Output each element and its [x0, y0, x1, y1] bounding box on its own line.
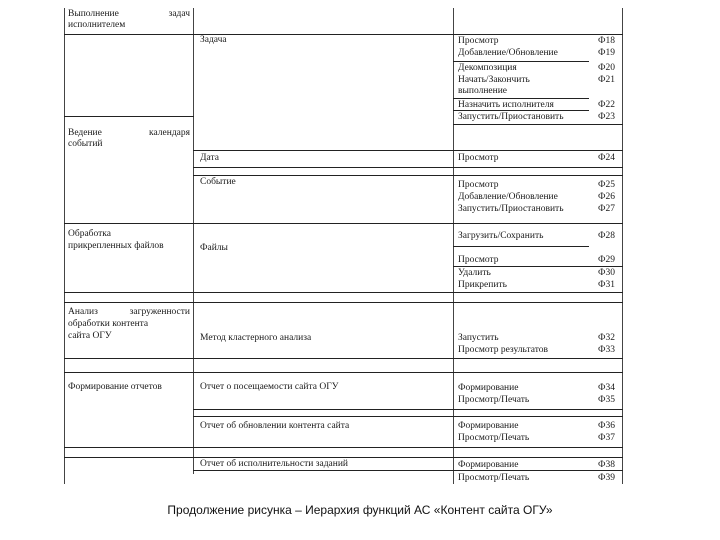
- function-label: Просмотр/Печать: [458, 433, 530, 443]
- row-rule: [193, 447, 454, 448]
- row-rule: [64, 34, 194, 35]
- function-code: Ф31: [598, 280, 616, 290]
- column-divider-groups: [193, 8, 194, 474]
- row-rule: [193, 302, 454, 303]
- group-name-line: прикрепленных файлов: [68, 241, 164, 251]
- row-rule: [64, 223, 194, 224]
- function-code: Ф35: [598, 395, 616, 405]
- row-rule: [453, 167, 623, 168]
- function-label: Просмотр: [458, 153, 499, 163]
- object-name: Событие: [200, 177, 236, 187]
- row-rule: [64, 447, 194, 448]
- row-rule: [193, 470, 454, 471]
- row-rule: [453, 372, 623, 373]
- row-rule: [453, 457, 623, 458]
- function-code: Ф23: [598, 112, 616, 122]
- function-label: Формирование: [458, 383, 519, 393]
- row-rule: [453, 124, 623, 125]
- row-rule: [193, 292, 454, 293]
- object-name: Метод кластерного анализа: [200, 333, 312, 343]
- group-name-line: сайта ОГУ: [68, 331, 112, 341]
- object-name: Отчет об исполнительности заданий: [200, 459, 349, 469]
- function-code: Ф29: [598, 255, 616, 265]
- group-name-word: Анализ: [68, 307, 98, 317]
- row-rule: [193, 167, 454, 168]
- object-name: Отчет об обновлении контента сайта: [200, 421, 350, 431]
- row-rule: [453, 447, 623, 448]
- function-code: Ф25: [598, 180, 616, 190]
- group-name-line: исполнителем: [68, 20, 126, 30]
- object-name: Отчет о посещаемости сайта ОГУ: [200, 382, 339, 392]
- row-rule: [453, 246, 589, 247]
- function-label: Добавление/Обновление: [458, 192, 558, 202]
- row-rule: [64, 372, 194, 373]
- function-label: Просмотр: [458, 255, 499, 265]
- group-name: [68, 307, 190, 318]
- group-name-line: событий: [68, 139, 103, 149]
- function-label: Начать/Закончить выполнение: [458, 75, 530, 96]
- row-rule: [453, 175, 623, 176]
- function-label: Назначить исполнителя: [458, 100, 554, 110]
- function-code: Ф32: [598, 333, 616, 343]
- function-label: Просмотр: [458, 180, 499, 190]
- group-name-line: Обработка: [68, 229, 111, 239]
- row-rule: [193, 175, 454, 176]
- row-rule: [453, 358, 623, 359]
- function-code: Ф21: [598, 75, 616, 85]
- function-label: Просмотр/Печать: [458, 395, 530, 405]
- row-rule: [193, 150, 454, 151]
- group-name: [68, 128, 190, 139]
- function-code: Ф34: [598, 383, 616, 393]
- row-rule: [193, 457, 454, 458]
- function-code: Ф18: [598, 36, 616, 46]
- group-name: [68, 9, 190, 20]
- row-rule: [453, 34, 623, 35]
- row-rule: [453, 292, 623, 293]
- function-label: Формирование: [458, 460, 519, 470]
- group-name-word: Выполнение: [68, 9, 119, 19]
- object-name: Задача: [200, 35, 227, 45]
- function-label: Декомпозиция: [458, 63, 517, 73]
- function-label: Добавление/Обновление: [458, 48, 558, 58]
- function-label: Удалить: [458, 268, 491, 278]
- row-rule: [193, 223, 454, 224]
- row-rule: [193, 34, 454, 35]
- function-label: Запустить/Приостановить: [458, 112, 564, 122]
- row-rule: [453, 266, 623, 267]
- function-code: Ф36: [598, 421, 616, 431]
- row-rule: [453, 416, 623, 417]
- row-rule: [453, 409, 623, 410]
- object-name: Файлы: [200, 243, 228, 253]
- table-left-border: [64, 8, 65, 484]
- group-name-word: календаря: [149, 128, 190, 138]
- function-label: Запустить: [458, 333, 499, 343]
- row-rule: [193, 416, 454, 417]
- group-name-word: задач: [168, 9, 190, 19]
- object-name: Дата: [200, 153, 219, 163]
- function-label: Просмотр: [458, 36, 499, 46]
- row-rule: [193, 372, 454, 373]
- function-code: Ф24: [598, 153, 616, 163]
- figure-caption: Продолжение рисунка – Иерархия функций АС «Контент сайта ОГУ»: [167, 503, 553, 517]
- row-rule: [64, 292, 194, 293]
- row-rule: [64, 457, 194, 458]
- row-rule: [453, 150, 623, 151]
- function-label: Просмотр результатов: [458, 345, 549, 355]
- row-rule: [64, 302, 194, 303]
- function-code: Ф27: [598, 204, 616, 214]
- function-label: Формирование: [458, 421, 519, 431]
- function-code: Ф38: [598, 460, 616, 470]
- group-name-line: обработки контента: [68, 319, 149, 329]
- function-code: Ф37: [598, 433, 616, 443]
- function-label: Прикрепить: [458, 280, 507, 290]
- row-rule: [453, 61, 589, 62]
- group-name-word: Ведение: [68, 128, 102, 138]
- row-rule: [453, 223, 623, 224]
- row-rule: [64, 358, 194, 359]
- group-name-line: Формирование отчетов: [68, 382, 162, 392]
- row-rule: [453, 98, 589, 99]
- table-right-border: [622, 8, 623, 484]
- row-rule: [453, 302, 623, 303]
- function-code: Ф26: [598, 192, 616, 202]
- row-rule: [64, 116, 194, 117]
- function-label: Запустить/Приостановить: [458, 204, 564, 214]
- function-code: Ф28: [598, 231, 616, 241]
- row-rule: [193, 409, 454, 410]
- group-name-word: загруженности: [129, 307, 190, 317]
- function-code: Ф30: [598, 268, 616, 278]
- function-code: Ф39: [598, 473, 616, 483]
- function-code: Ф19: [598, 48, 616, 58]
- row-rule: [193, 358, 454, 359]
- function-code: Ф20: [598, 63, 616, 73]
- function-label: Просмотр/Печать: [458, 473, 530, 483]
- function-code: Ф33: [598, 345, 616, 355]
- function-label: Загрузить/Сохранить: [458, 231, 544, 241]
- function-code: Ф22: [598, 100, 616, 110]
